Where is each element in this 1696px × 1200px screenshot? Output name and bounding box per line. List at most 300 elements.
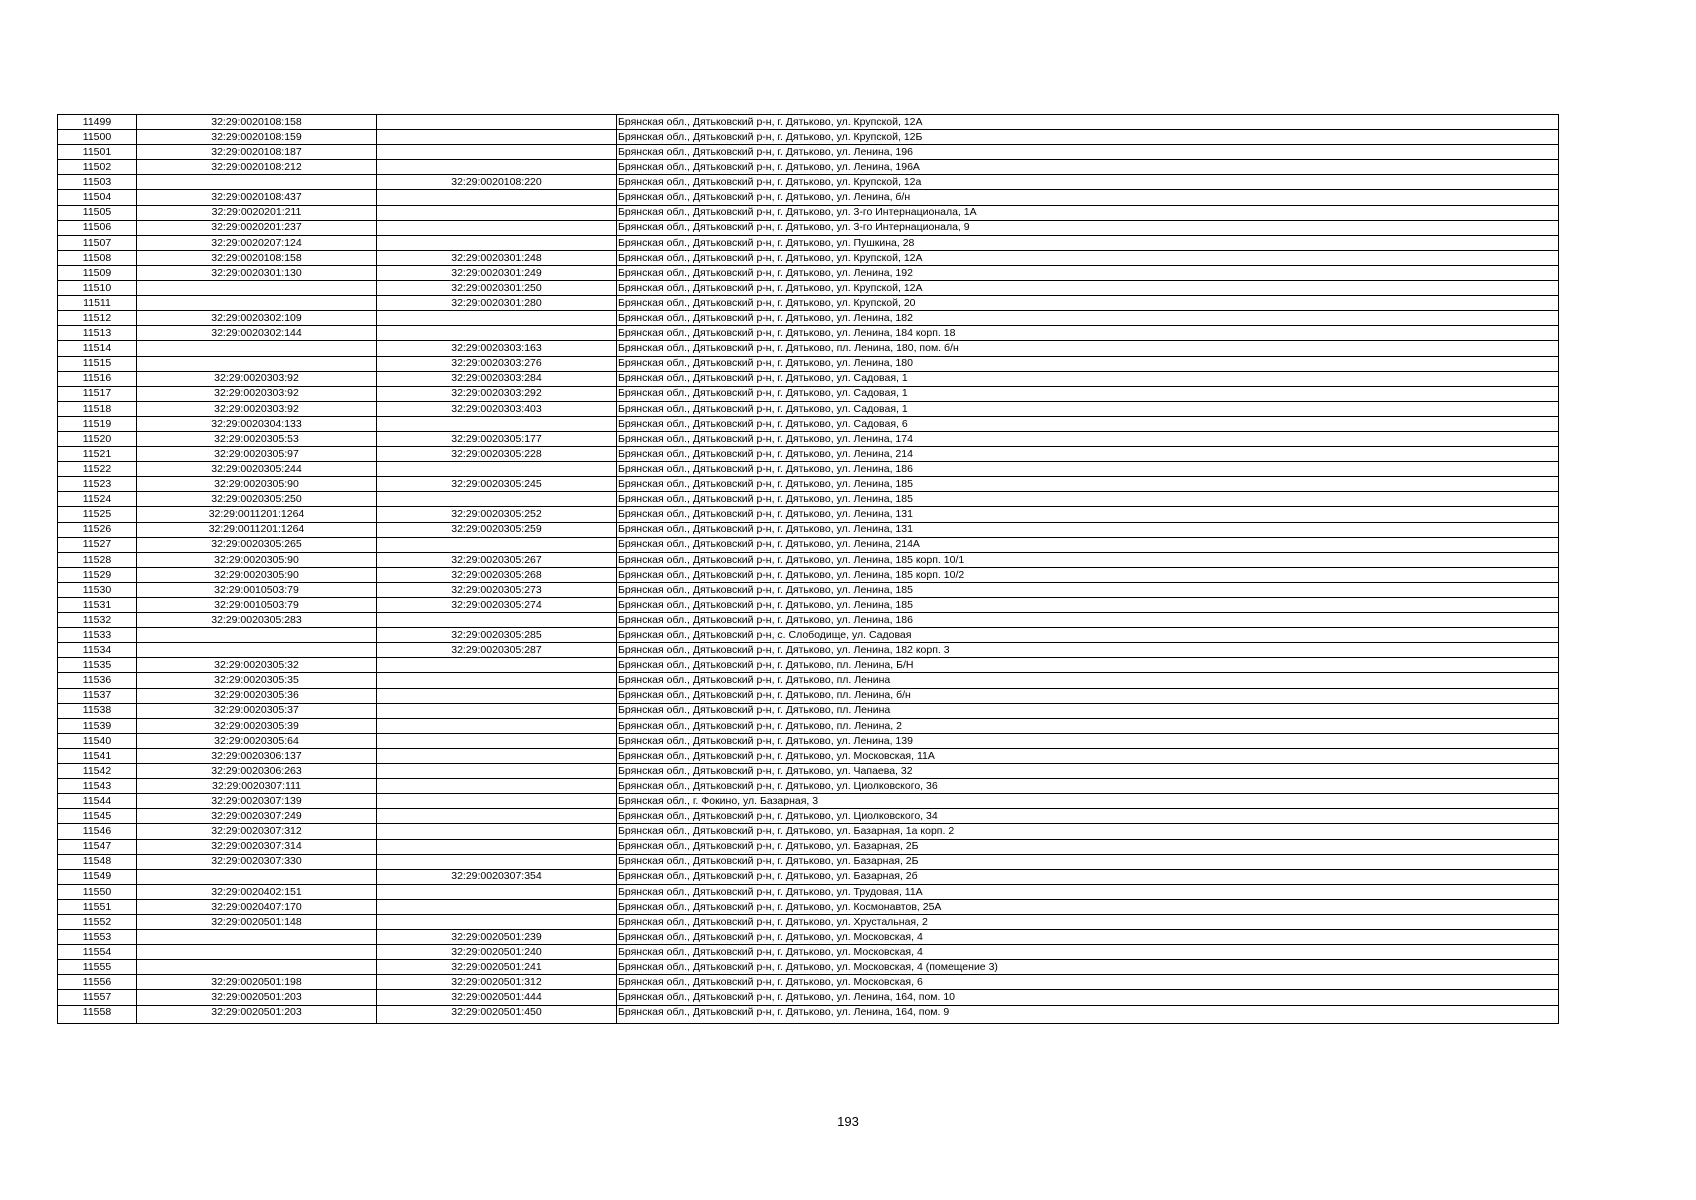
row-number-cell: 11517 <box>58 386 137 401</box>
address-cell: Брянская обл., Дятьковский р-н, г. Дятьково, ул. Садовая, 1 <box>617 386 1559 401</box>
row-number-cell: 11550 <box>58 884 137 899</box>
cadastral-number-cell: 32:29:0020402:151 <box>137 884 377 899</box>
address-cell: Брянская обл., Дятьковский р-н, г. Дятьково, пл. Ленина, б/н <box>617 688 1559 703</box>
object-cadastral-number-cell <box>377 764 617 779</box>
table-row <box>58 945 1559 960</box>
table-row <box>58 779 1559 794</box>
row-number-cell: 11527 <box>58 537 137 552</box>
cadastral-number-cell: 32:29:0020305:283 <box>137 613 377 628</box>
address-cell: Брянская обл., Дятьковский р-н, г. Дятьково, ул. Циолковского, 34 <box>617 809 1559 824</box>
row-number-cell: 11555 <box>58 960 137 975</box>
address-cell: Брянская обл., Дятьковский р-н, г. Дятьково, ул. Ленина, 196 <box>617 145 1559 160</box>
table-row <box>58 416 1559 431</box>
row-number-cell: 11510 <box>58 281 137 296</box>
object-cadastral-number-cell: 32:29:0020301:280 <box>377 296 617 311</box>
cadastral-number-cell: 32:29:0011201:1264 <box>137 507 377 522</box>
cadastral-number-cell: 32:29:0020306:263 <box>137 764 377 779</box>
object-cadastral-number-cell: 32:29:0020305:252 <box>377 507 617 522</box>
cadastral-number-cell: 32:29:0020301:130 <box>137 265 377 280</box>
object-cadastral-number-cell <box>377 899 617 914</box>
row-number-cell: 11522 <box>58 462 137 477</box>
row-number-cell: 11534 <box>58 643 137 658</box>
row-number-cell: 11519 <box>58 416 137 431</box>
cadastral-number-cell <box>137 175 377 190</box>
cadastral-number-cell <box>137 869 377 884</box>
table-row <box>58 431 1559 446</box>
cadastral-number-cell: 32:29:0020201:211 <box>137 205 377 220</box>
address-cell: Брянская обл., Дятьковский р-н, с. Слободище, ул. Садовая <box>617 628 1559 643</box>
row-number-cell: 11537 <box>58 688 137 703</box>
row-number-cell: 11523 <box>58 477 137 492</box>
table-row <box>58 160 1559 175</box>
object-cadastral-number-cell <box>377 688 617 703</box>
object-cadastral-number-cell: 32:29:0020303:284 <box>377 371 617 386</box>
row-number-cell: 11500 <box>58 130 137 145</box>
row-number-cell: 11558 <box>58 1005 137 1023</box>
cadastral-number-cell: 32:29:0020302:144 <box>137 326 377 341</box>
cadastral-number-cell: 32:29:0020305:53 <box>137 431 377 446</box>
object-cadastral-number-cell: 32:29:0020501:444 <box>377 990 617 1005</box>
address-cell: Брянская обл., Дятьковский р-н, г. Дятьково, ул. Циолковского, 36 <box>617 779 1559 794</box>
cadastral-number-cell: 32:29:0020305:90 <box>137 567 377 582</box>
table-row <box>58 688 1559 703</box>
row-number-cell: 11538 <box>58 703 137 718</box>
row-number-cell: 11552 <box>58 914 137 929</box>
table-row <box>58 507 1559 522</box>
object-cadastral-number-cell <box>377 205 617 220</box>
object-cadastral-number-cell <box>377 854 617 869</box>
address-cell: Брянская обл., Дятьковский р-н, г. Дятьково, ул. Ленина, 184 корп. 18 <box>617 326 1559 341</box>
table-row <box>58 356 1559 371</box>
address-cell: Брянская обл., Дятьковский р-н, г. Дятьково, ул. Московская, 4 <box>617 945 1559 960</box>
row-number-cell: 11518 <box>58 401 137 416</box>
object-cadastral-number-cell: 32:29:0020301:250 <box>377 281 617 296</box>
table-row <box>58 960 1559 975</box>
row-number-cell: 11508 <box>58 250 137 265</box>
address-cell: Брянская обл., Дятьковский р-н, г. Дятьково, ул. Московская, 11А <box>617 748 1559 763</box>
row-number-cell: 11556 <box>58 975 137 990</box>
cadastral-number-cell: 32:29:0020108:159 <box>137 130 377 145</box>
table-row <box>58 598 1559 613</box>
row-number-cell: 11516 <box>58 371 137 386</box>
table-row <box>58 522 1559 537</box>
address-cell: Брянская обл., Дятьковский р-н, г. Дятьково, ул. Ленина, 185 корп. 10/2 <box>617 567 1559 582</box>
cadastral-number-cell: 32:29:0020305:39 <box>137 718 377 733</box>
cadastral-number-cell: 32:29:0020501:203 <box>137 1005 377 1023</box>
address-cell: Брянская обл., Дятьковский р-н, г. Дятьково, ул. Ленина, 182 корп. 3 <box>617 643 1559 658</box>
object-cadastral-number-cell <box>377 748 617 763</box>
registry-table-body <box>58 115 1559 1024</box>
cadastral-number-cell: 32:29:0020305:265 <box>137 537 377 552</box>
address-cell: Брянская обл., Дятьковский р-н, г. Дятьково, пл. Ленина, 180, пом. б/н <box>617 341 1559 356</box>
table-row <box>58 854 1559 869</box>
table-row <box>58 175 1559 190</box>
object-cadastral-number-cell: 32:29:0020305:273 <box>377 582 617 597</box>
address-cell: Брянская обл., Дятьковский р-н, г. Дятьково, ул. Ленина, 186 <box>617 462 1559 477</box>
table-row <box>58 341 1559 356</box>
address-cell: Брянская обл., Дятьковский р-н, г. Дятьково, ул. Трудовая, 11А <box>617 884 1559 899</box>
table-row <box>58 190 1559 205</box>
address-cell: Брянская обл., Дятьковский р-н, г. Дятьково, ул. Ленина, 196А <box>617 160 1559 175</box>
table-row <box>58 869 1559 884</box>
object-cadastral-number-cell <box>377 311 617 326</box>
address-cell: Брянская обл., Дятьковский р-н, г. Дятьково, ул. Крупской, 20 <box>617 296 1559 311</box>
cadastral-number-cell: 32:29:0011201:1264 <box>137 522 377 537</box>
table-row <box>58 703 1559 718</box>
object-cadastral-number-cell <box>377 492 617 507</box>
row-number-cell: 11521 <box>58 447 137 462</box>
cadastral-number-cell: 32:29:0020305:90 <box>137 477 377 492</box>
address-cell: Брянская обл., Дятьковский р-н, г. Дятьково, ул. Садовая, 1 <box>617 371 1559 386</box>
object-cadastral-number-cell <box>377 235 617 250</box>
table-row <box>58 220 1559 235</box>
cadastral-number-cell: 32:29:0020108:187 <box>137 145 377 160</box>
row-number-cell: 11549 <box>58 869 137 884</box>
table-row <box>58 326 1559 341</box>
table-row <box>58 990 1559 1005</box>
table-row <box>58 914 1559 929</box>
address-cell: Брянская обл., Дятьковский р-н, г. Дятьково, ул. Ленина, 164, пом. 9 <box>617 1005 1559 1023</box>
address-cell: Брянская обл., Дятьковский р-н, г. Дятьково, ул. Базарная, 2Б <box>617 854 1559 869</box>
table-row <box>58 764 1559 779</box>
address-cell: Брянская обл., Дятьковский р-н, г. Дятьково, ул. Садовая, 1 <box>617 401 1559 416</box>
table-row <box>58 613 1559 628</box>
table-row <box>58 643 1559 658</box>
table-row <box>58 673 1559 688</box>
object-cadastral-number-cell: 32:29:0020305:285 <box>377 628 617 643</box>
row-number-cell: 11511 <box>58 296 137 311</box>
row-number-cell: 11543 <box>58 779 137 794</box>
address-cell: Брянская обл., Дятьковский р-н, г. Дятьково, ул. Ленина, 185 корп. 10/1 <box>617 552 1559 567</box>
row-number-cell: 11545 <box>58 809 137 824</box>
address-cell: Брянская обл., Дятьковский р-н, г. Дятьково, ул. Хрустальная, 2 <box>617 914 1559 929</box>
cadastral-number-cell: 32:29:0020501:198 <box>137 975 377 990</box>
address-cell: Брянская обл., Дятьковский р-н, г. Дятьково, ул. Крупской, 12А <box>617 250 1559 265</box>
row-number-cell: 11533 <box>58 628 137 643</box>
cadastral-number-cell <box>137 643 377 658</box>
row-number-cell: 11535 <box>58 658 137 673</box>
cadastral-number-cell: 32:29:0020307:314 <box>137 839 377 854</box>
object-cadastral-number-cell: 32:29:0020305:228 <box>377 447 617 462</box>
object-cadastral-number-cell: 32:29:0020501:241 <box>377 960 617 975</box>
row-number-cell: 11551 <box>58 899 137 914</box>
address-cell: Брянская обл., Дятьковский р-н, г. Дятьково, ул. Ленина, 180 <box>617 356 1559 371</box>
cadastral-number-cell <box>137 945 377 960</box>
object-cadastral-number-cell <box>377 794 617 809</box>
cadastral-number-cell: 32:29:0020305:37 <box>137 703 377 718</box>
address-cell: Брянская обл., Дятьковский р-н, г. Дятьково, ул. Ленина, 185 <box>617 598 1559 613</box>
address-cell: Брянская обл., Дятьковский р-н, г. Дятьково, ул. Ленина, 214 <box>617 447 1559 462</box>
table-row <box>58 824 1559 839</box>
row-number-cell: 11557 <box>58 990 137 1005</box>
cadastral-number-cell: 32:29:0020307:111 <box>137 779 377 794</box>
address-cell: Брянская обл., Дятьковский р-н, г. Дятьково, ул. Московская, 4 <box>617 930 1559 945</box>
table-row <box>58 145 1559 160</box>
cadastral-number-cell <box>137 281 377 296</box>
object-cadastral-number-cell <box>377 145 617 160</box>
table-row <box>58 281 1559 296</box>
cadastral-number-cell: 32:29:0020108:158 <box>137 250 377 265</box>
row-number-cell: 11501 <box>58 145 137 160</box>
cadastral-number-cell: 32:29:0020305:35 <box>137 673 377 688</box>
object-cadastral-number-cell <box>377 884 617 899</box>
row-number-cell: 11540 <box>58 733 137 748</box>
address-cell: Брянская обл., Дятьковский р-н, г. Дятьково, ул. Крупской, 12А <box>617 281 1559 296</box>
cadastral-number-cell: 32:29:0020307:249 <box>137 809 377 824</box>
table-row <box>58 130 1559 145</box>
object-cadastral-number-cell <box>377 160 617 175</box>
object-cadastral-number-cell <box>377 914 617 929</box>
object-cadastral-number-cell <box>377 733 617 748</box>
address-cell: Брянская обл., Дятьковский р-н, г. Дятьково, ул. Ленина, 214А <box>617 537 1559 552</box>
row-number-cell: 11515 <box>58 356 137 371</box>
table-row <box>58 748 1559 763</box>
row-number-cell: 11514 <box>58 341 137 356</box>
row-number-cell: 11503 <box>58 175 137 190</box>
cadastral-number-cell <box>137 960 377 975</box>
object-cadastral-number-cell <box>377 839 617 854</box>
cadastral-number-cell: 32:29:0020303:92 <box>137 401 377 416</box>
table-row <box>58 401 1559 416</box>
table-row <box>58 386 1559 401</box>
object-cadastral-number-cell: 32:29:0020305:268 <box>377 567 617 582</box>
registry-table <box>57 114 1559 1024</box>
address-cell: Брянская обл., Дятьковский р-н, г. Дятьково, ул. Крупской, 12а <box>617 175 1559 190</box>
cadastral-number-cell: 32:29:0020108:437 <box>137 190 377 205</box>
object-cadastral-number-cell: 32:29:0020305:287 <box>377 643 617 658</box>
address-cell: Брянская обл., г. Фокино, ул. Базарная, 3 <box>617 794 1559 809</box>
object-cadastral-number-cell: 32:29:0020305:177 <box>377 431 617 446</box>
cadastral-number-cell <box>137 356 377 371</box>
address-cell: Брянская обл., Дятьковский р-н, г. Дятьково, ул. Ленина, 192 <box>617 265 1559 280</box>
address-cell: Брянская обл., Дятьковский р-н, г. Дятьково, ул. Московская, 4 (помещение 3) <box>617 960 1559 975</box>
object-cadastral-number-cell: 32:29:0020501:240 <box>377 945 617 960</box>
table-row <box>58 265 1559 280</box>
object-cadastral-number-cell <box>377 462 617 477</box>
table-row <box>58 296 1559 311</box>
cadastral-number-cell <box>137 341 377 356</box>
table-row <box>58 371 1559 386</box>
address-cell: Брянская обл., Дятьковский р-н, г. Дятьково, ул. Ленина, 185 <box>617 477 1559 492</box>
row-number-cell: 11520 <box>58 431 137 446</box>
object-cadastral-number-cell: 32:29:0020303:292 <box>377 386 617 401</box>
address-cell: Брянская обл., Дятьковский р-н, г. Дятьково, пл. Ленина <box>617 703 1559 718</box>
table-row <box>58 235 1559 250</box>
table-row <box>58 537 1559 552</box>
table-row <box>58 567 1559 582</box>
table-row <box>58 809 1559 824</box>
cadastral-number-cell: 32:29:0020303:92 <box>137 371 377 386</box>
object-cadastral-number-cell <box>377 718 617 733</box>
row-number-cell: 11553 <box>58 930 137 945</box>
row-number-cell: 11524 <box>58 492 137 507</box>
address-cell: Брянская обл., Дятьковский р-н, г. Дятьково, ул. Крупской, 12Б <box>617 130 1559 145</box>
cadastral-number-cell: 32:29:0020201:237 <box>137 220 377 235</box>
object-cadastral-number-cell <box>377 115 617 130</box>
object-cadastral-number-cell <box>377 809 617 824</box>
cadastral-number-cell: 32:29:0020501:148 <box>137 914 377 929</box>
address-cell: Брянская обл., Дятьковский р-н, г. Дятьково, ул. 3-го Интернационала, 1А <box>617 205 1559 220</box>
cadastral-number-cell: 32:29:0020303:92 <box>137 386 377 401</box>
address-cell: Брянская обл., Дятьковский р-н, г. Дятьково, ул. Космонавтов, 25А <box>617 899 1559 914</box>
address-cell: Брянская обл., Дятьковский р-н, г. Дятьково, ул. Ленина, 139 <box>617 733 1559 748</box>
address-cell: Брянская обл., Дятьковский р-н, г. Дятьково, ул. Базарная, 2б <box>617 869 1559 884</box>
row-number-cell: 11554 <box>58 945 137 960</box>
object-cadastral-number-cell: 32:29:0020501:450 <box>377 1005 617 1023</box>
object-cadastral-number-cell: 32:29:0020307:354 <box>377 869 617 884</box>
cadastral-number-cell: 32:29:0020306:137 <box>137 748 377 763</box>
table-row <box>58 718 1559 733</box>
object-cadastral-number-cell <box>377 537 617 552</box>
table-row <box>58 492 1559 507</box>
row-number-cell: 11506 <box>58 220 137 235</box>
object-cadastral-number-cell <box>377 190 617 205</box>
row-number-cell: 11513 <box>58 326 137 341</box>
row-number-cell: 11525 <box>58 507 137 522</box>
table-row <box>58 975 1559 990</box>
object-cadastral-number-cell <box>377 220 617 235</box>
cadastral-number-cell: 32:29:0020305:244 <box>137 462 377 477</box>
cadastral-number-cell: 32:29:0020302:109 <box>137 311 377 326</box>
cadastral-number-cell: 32:29:0020305:64 <box>137 733 377 748</box>
row-number-cell: 11536 <box>58 673 137 688</box>
row-number-cell: 11530 <box>58 582 137 597</box>
object-cadastral-number-cell: 32:29:0020303:276 <box>377 356 617 371</box>
row-number-cell: 11544 <box>58 794 137 809</box>
row-number-cell: 11504 <box>58 190 137 205</box>
address-cell: Брянская обл., Дятьковский р-н, г. Дятьково, ул. Ленина, 174 <box>617 431 1559 446</box>
object-cadastral-number-cell <box>377 779 617 794</box>
object-cadastral-number-cell <box>377 130 617 145</box>
cadastral-number-cell <box>137 296 377 311</box>
address-cell: Брянская обл., Дятьковский р-н, г. Дятьково, пл. Ленина, 2 <box>617 718 1559 733</box>
cadastral-number-cell: 32:29:0020305:90 <box>137 552 377 567</box>
cadastral-number-cell: 32:29:0010503:79 <box>137 582 377 597</box>
cadastral-number-cell: 32:29:0020108:212 <box>137 160 377 175</box>
row-number-cell: 11541 <box>58 748 137 763</box>
row-number-cell: 11532 <box>58 613 137 628</box>
address-cell: Брянская обл., Дятьковский р-н, г. Дятьково, ул. Ленина, 186 <box>617 613 1559 628</box>
row-number-cell: 11526 <box>58 522 137 537</box>
address-cell: Брянская обл., Дятьковский р-н, г. Дятьково, ул. Базарная, 1а корп. 2 <box>617 824 1559 839</box>
cadastral-number-cell: 32:29:0020407:170 <box>137 899 377 914</box>
object-cadastral-number-cell <box>377 673 617 688</box>
object-cadastral-number-cell: 32:29:0020303:163 <box>377 341 617 356</box>
table-row <box>58 658 1559 673</box>
object-cadastral-number-cell: 32:29:0020301:249 <box>377 265 617 280</box>
address-cell: Брянская обл., Дятьковский р-н, г. Дятьково, ул. 3-го Интернационала, 9 <box>617 220 1559 235</box>
object-cadastral-number-cell <box>377 824 617 839</box>
table-row <box>58 628 1559 643</box>
object-cadastral-number-cell: 32:29:0020301:248 <box>377 250 617 265</box>
object-cadastral-number-cell: 32:29:0020305:259 <box>377 522 617 537</box>
table-row <box>58 1005 1559 1023</box>
cadastral-number-cell: 32:29:0020307:312 <box>137 824 377 839</box>
address-cell: Брянская обл., Дятьковский р-н, г. Дятьково, ул. Московская, 6 <box>617 975 1559 990</box>
table-row <box>58 733 1559 748</box>
address-cell: Брянская обл., Дятьковский р-н, г. Дятьково, ул. Ленина, 131 <box>617 507 1559 522</box>
object-cadastral-number-cell <box>377 416 617 431</box>
address-cell: Брянская обл., Дятьковский р-н, г. Дятьково, ул. Ленина, б/н <box>617 190 1559 205</box>
table-row <box>58 115 1559 130</box>
address-cell: Брянская обл., Дятьковский р-н, г. Дятьково, ул. Крупской, 12А <box>617 115 1559 130</box>
address-cell: Брянская обл., Дятьковский р-н, г. Дятьково, ул. Садовая, 6 <box>617 416 1559 431</box>
object-cadastral-number-cell: 32:29:0020501:239 <box>377 930 617 945</box>
object-cadastral-number-cell: 32:29:0020305:274 <box>377 598 617 613</box>
table-row <box>58 930 1559 945</box>
object-cadastral-number-cell: 32:29:0020303:403 <box>377 401 617 416</box>
table-row <box>58 477 1559 492</box>
cadastral-number-cell: 32:29:0020501:203 <box>137 990 377 1005</box>
row-number-cell: 11539 <box>58 718 137 733</box>
cadastral-number-cell: 32:29:0020207:124 <box>137 235 377 250</box>
row-number-cell: 11502 <box>58 160 137 175</box>
cadastral-number-cell: 32:29:0020305:36 <box>137 688 377 703</box>
row-number-cell: 11509 <box>58 265 137 280</box>
table-row <box>58 250 1559 265</box>
cadastral-number-cell: 32:29:0020305:250 <box>137 492 377 507</box>
address-cell: Брянская обл., Дятьковский р-н, г. Дятьково, ул. Базарная, 2Б <box>617 839 1559 854</box>
table-row <box>58 205 1559 220</box>
address-cell: Брянская обл., Дятьковский р-н, г. Дятьково, ул. Пушкина, 28 <box>617 235 1559 250</box>
object-cadastral-number-cell <box>377 613 617 628</box>
cadastral-number-cell: 32:29:0020108:158 <box>137 115 377 130</box>
address-cell: Брянская обл., Дятьковский р-н, г. Дятьково, ул. Ленина, 164, пом. 10 <box>617 990 1559 1005</box>
row-number-cell: 11547 <box>58 839 137 854</box>
table-row <box>58 794 1559 809</box>
object-cadastral-number-cell <box>377 703 617 718</box>
row-number-cell: 11528 <box>58 552 137 567</box>
row-number-cell: 11548 <box>58 854 137 869</box>
cadastral-number-cell: 32:29:0020305:97 <box>137 447 377 462</box>
cadastral-number-cell: 32:29:0010503:79 <box>137 598 377 613</box>
row-number-cell: 11546 <box>58 824 137 839</box>
table-row <box>58 447 1559 462</box>
row-number-cell: 11499 <box>58 115 137 130</box>
page-number: 193 <box>837 1114 859 1129</box>
table-row <box>58 899 1559 914</box>
cadastral-number-cell <box>137 628 377 643</box>
table-row <box>58 839 1559 854</box>
row-number-cell: 11505 <box>58 205 137 220</box>
address-cell: Брянская обл., Дятьковский р-н, г. Дятьково, пл. Ленина <box>617 673 1559 688</box>
object-cadastral-number-cell <box>377 326 617 341</box>
row-number-cell: 11507 <box>58 235 137 250</box>
object-cadastral-number-cell: 32:29:0020108:220 <box>377 175 617 190</box>
cadastral-number-cell <box>137 930 377 945</box>
object-cadastral-number-cell: 32:29:0020305:267 <box>377 552 617 567</box>
row-number-cell: 11531 <box>58 598 137 613</box>
address-cell: Брянская обл., Дятьковский р-н, г. Дятьково, ул. Ленина, 131 <box>617 522 1559 537</box>
cadastral-number-cell: 32:29:0020307:330 <box>137 854 377 869</box>
row-number-cell: 11512 <box>58 311 137 326</box>
cadastral-number-cell: 32:29:0020307:139 <box>137 794 377 809</box>
address-cell: Брянская обл., Дятьковский р-н, г. Дятьково, ул. Чапаева, 32 <box>617 764 1559 779</box>
address-cell: Брянская обл., Дятьковский р-н, г. Дятьково, пл. Ленина, Б/Н <box>617 658 1559 673</box>
object-cadastral-number-cell <box>377 658 617 673</box>
table-row <box>58 884 1559 899</box>
address-cell: Брянская обл., Дятьковский р-н, г. Дятьково, ул. Ленина, 185 <box>617 492 1559 507</box>
address-cell: Брянская обл., Дятьковский р-н, г. Дятьково, ул. Ленина, 185 <box>617 582 1559 597</box>
object-cadastral-number-cell: 32:29:0020501:312 <box>377 975 617 990</box>
table-row <box>58 311 1559 326</box>
table-row <box>58 582 1559 597</box>
table-row <box>58 462 1559 477</box>
row-number-cell: 11529 <box>58 567 137 582</box>
object-cadastral-number-cell: 32:29:0020305:245 <box>377 477 617 492</box>
row-number-cell: 11542 <box>58 764 137 779</box>
table-row <box>58 552 1559 567</box>
